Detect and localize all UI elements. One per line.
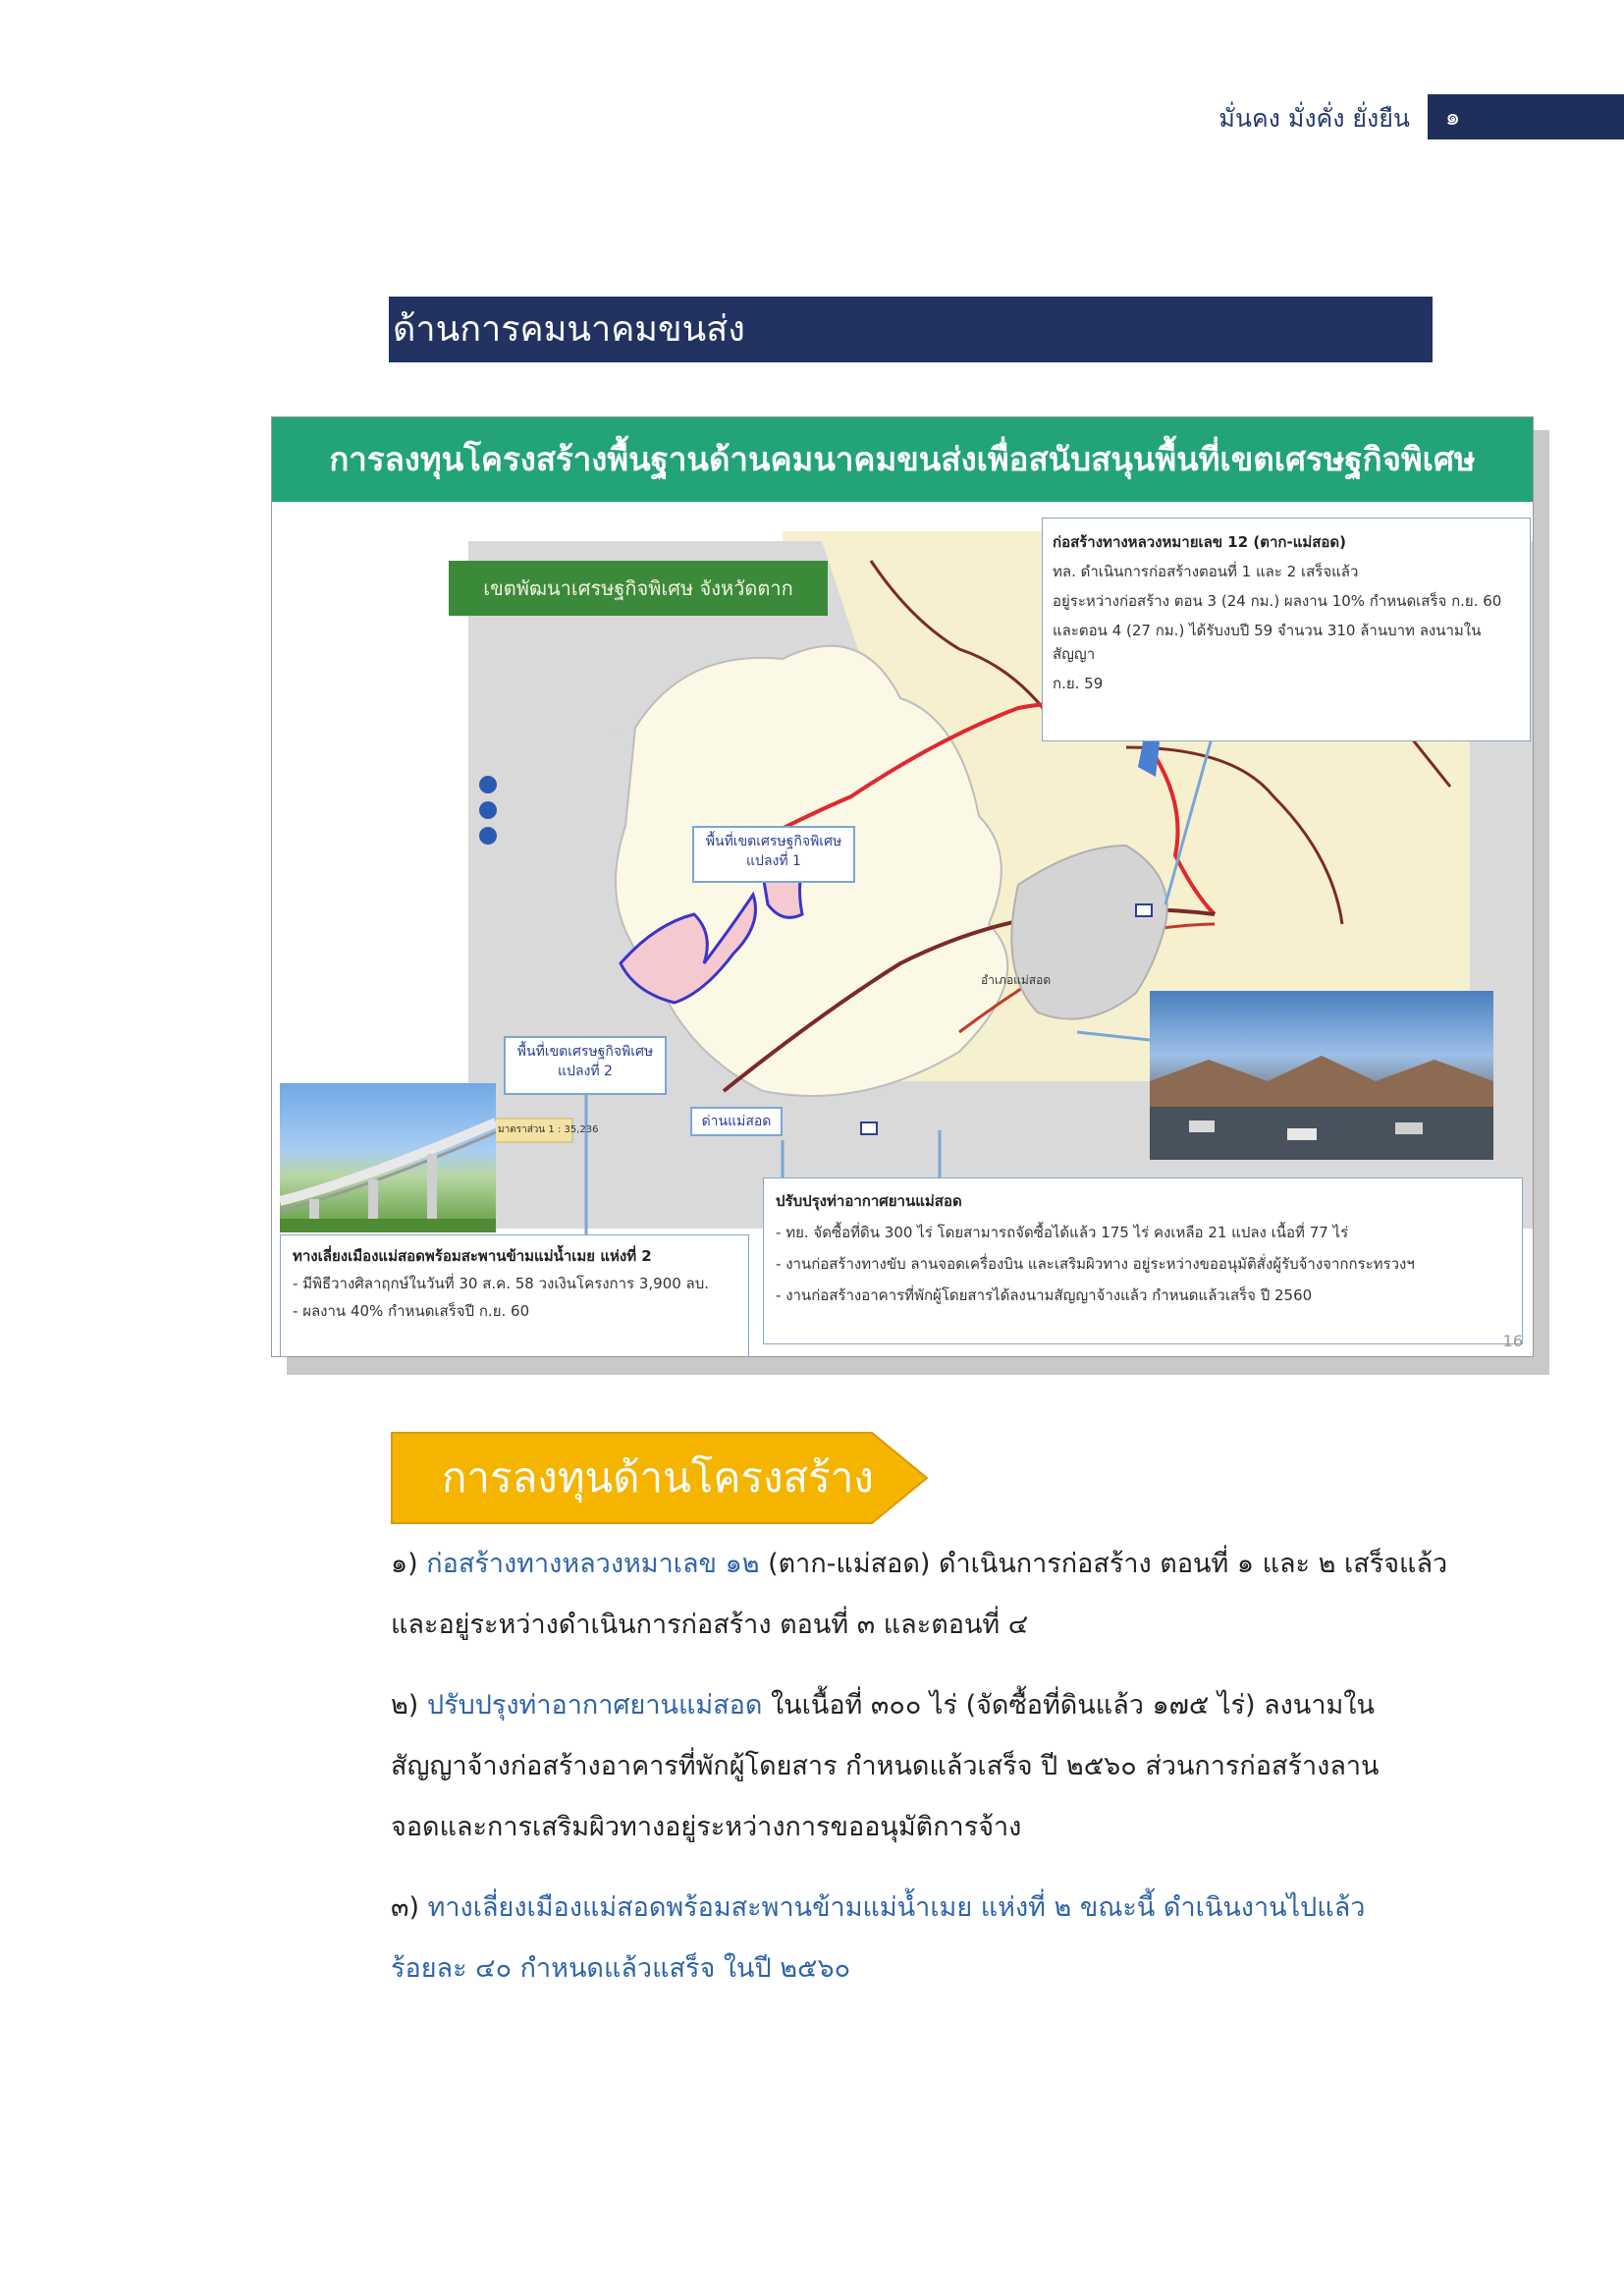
header-slogan: มั่นคง มั่งคั่ง ยั่งยืน xyxy=(1218,104,1410,133)
paragraph-bridge-line1 xyxy=(391,1878,1451,1939)
bridge-callout-bullet: - มีพิธีวางศิลาฤกษ์ในวันที่ 30 ส.ค. 58 วงเงินโครงการ 3,900 ลบ. xyxy=(293,1273,736,1294)
paragraph-text: ในเนื้อที่ ๓๐๐ ไร่ (จัดซื้อที่ดินแล้ว ๑๗๕ ไร่) ลงนามใน xyxy=(762,1690,1375,1721)
infrastructure-banner xyxy=(391,1432,929,1524)
zone-2-tag-line2: แปลงที่ 2 xyxy=(558,1064,613,1079)
map-area xyxy=(272,502,1534,1357)
bridge-callout-bullet: - ผลงาน 40% กำหนดเสร็จปี ก.ย. 60 xyxy=(293,1300,736,1322)
paragraph-number: ๓) xyxy=(391,1892,419,1923)
paragraph-text: สัญญาจ้างก่อสร้างอาคารที่พักผู้โดยสาร กำหนดแล้วเสร็จ ปี ๒๕๖๐ ส่วนการก่อสร้างลาน xyxy=(391,1751,1380,1781)
highway-callout-line: อยู่ระหว่างก่อสร้าง ตอน 3 (24 กม.) ผลงาน 10% กำหนดเสร็จ ก.ย. 60 xyxy=(1053,592,1502,610)
airport-link[interactable]: ปรับปรุงท่าอากาศยานแม่สอด xyxy=(426,1690,763,1721)
paragraph-text: (ตาก-แม่สอด) ดำเนินการก่อสร้าง ตอนที่ ๑ และ ๒ เสร็จแล้ว xyxy=(759,1549,1448,1579)
slide-title: การลงทุนโครงสร้างพื้นฐานด้านคมนาคมขนส่งเพื่อสนับสนุนพื้นที่เขตเศรษฐกิจพิเศษ xyxy=(272,417,1533,502)
paragraph-highway-line1 xyxy=(391,1534,1451,1595)
airport-callout xyxy=(763,1177,1523,1344)
zone-label: เขตพัฒนาเศรษฐกิจพิเศษ จังหวัดตาก xyxy=(449,561,828,616)
zone-2-tag-line1: พื้นที่เขตเศรษฐกิจพิเศษ xyxy=(516,1044,654,1060)
slide-number: 16 xyxy=(1502,1332,1523,1350)
checkpoint-tag: ด่านแม่สอด xyxy=(690,1107,783,1136)
highway-12-callout xyxy=(1042,518,1531,741)
zone-1-tag-line2: แปลงที่ 1 xyxy=(746,853,801,869)
airport-callout-bullet: - งานก่อสร้างทางขับ ลานจอดเครื่องบิน และเสริมผิวทาง อยู่ระหว่างขออนุมัติสั่งผู้รับจ้างจากกระทรวงฯ xyxy=(776,1251,1510,1277)
highway-link[interactable]: ก่อสร้างทางหลวงหมาเลข ๑๒ xyxy=(426,1549,760,1579)
page-number: ๑ xyxy=(1428,94,1624,139)
airport-callout-bullet: - งานก่อสร้างอาคารที่พักผู้โดยสารได้ลงนามสัญญาจ้างแล้ว กำหนดแล้วเสร็จ ปี 2560 xyxy=(776,1283,1510,1308)
bridge-callout-title: ทางเลี่ยงเมืองแม่สอดพร้อมสะพานข้ามแม่น้ำเมย แห่งที่ 2 xyxy=(293,1247,652,1265)
paragraph-text: และอยู่ระหว่างดำเนินการก่อสร้าง ตอนที่ ๓ และตอนที่ ๔ xyxy=(391,1610,1029,1640)
paragraph-airport-line1 xyxy=(391,1675,1451,1736)
section-title: ด้านการคมนาคมขนส่ง xyxy=(389,297,1433,362)
highway-callout-line: ทล. ดำเนินการก่อสร้างตอนที่ 1 และ 2 เสร็จแล้ว xyxy=(1053,563,1359,580)
zone-2-tag xyxy=(504,1036,667,1095)
district-label: อำเภอแม่สอด xyxy=(981,973,1052,987)
paragraph-text: ร้อยละ ๔๐ กำหนดแล้วแสร็จ ในปี ๒๕๖๐ xyxy=(391,1953,851,1984)
airport-callout-bullet: - ทย. จัดซื้อที่ดิน 300 ไร่ โดยสามารถจัดซื้อได้แล้ว 175 ไร่ คงเหลือ 21 แปลง เนื้อที่ 77 ไร่ xyxy=(776,1220,1510,1245)
banner-title: การลงทุนด้านโครงสร้าง xyxy=(442,1453,874,1502)
paragraph-airport xyxy=(391,1675,1451,1858)
bridge-callout xyxy=(280,1234,749,1357)
paragraph-number: ๒) xyxy=(391,1690,419,1721)
highway-callout-line: ก.ย. 59 xyxy=(1053,675,1104,692)
bridge-link[interactable]: ทางเลี่ยงเมืองแม่สอดพร้อมสะพานข้ามแม่น้ำเมย แห่งที่ ๒ ขณะนี้ ดำเนินงานไปแล้ว xyxy=(427,1892,1366,1923)
airport-callout-title: ปรับปรุงท่าอากาศยานแม่สอด xyxy=(776,1192,962,1210)
highway-callout-title: ก่อสร้างทางหลวงหมายเลข 12 (ตาก-แม่สอด) xyxy=(1053,533,1347,551)
paragraph-highway xyxy=(391,1534,1451,1656)
bridge-photo xyxy=(280,1083,496,1232)
paragraph-bridge xyxy=(391,1878,1451,1999)
map-scale-label: มาตราส่วน 1 : 35,236 xyxy=(498,1124,599,1135)
airport-photo xyxy=(1150,991,1493,1160)
infrastructure-slide xyxy=(271,416,1534,1357)
paragraph-number: ๑) xyxy=(391,1549,418,1579)
highway-callout-line: และตอน 4 (27 กม.) ได้รับงบปี 59 จำนวน 310 ล้านบาท ลงนามในสัญญา xyxy=(1053,622,1482,663)
zone-1-tag-line1: พื้นที่เขตเศรษฐกิจพิเศษ xyxy=(705,834,842,849)
zone-1-tag xyxy=(692,826,855,883)
paragraph-text: จอดและการเสริมผิวทางอยู่ระหว่างการขออนุมัติการจ้าง xyxy=(391,1812,1022,1842)
